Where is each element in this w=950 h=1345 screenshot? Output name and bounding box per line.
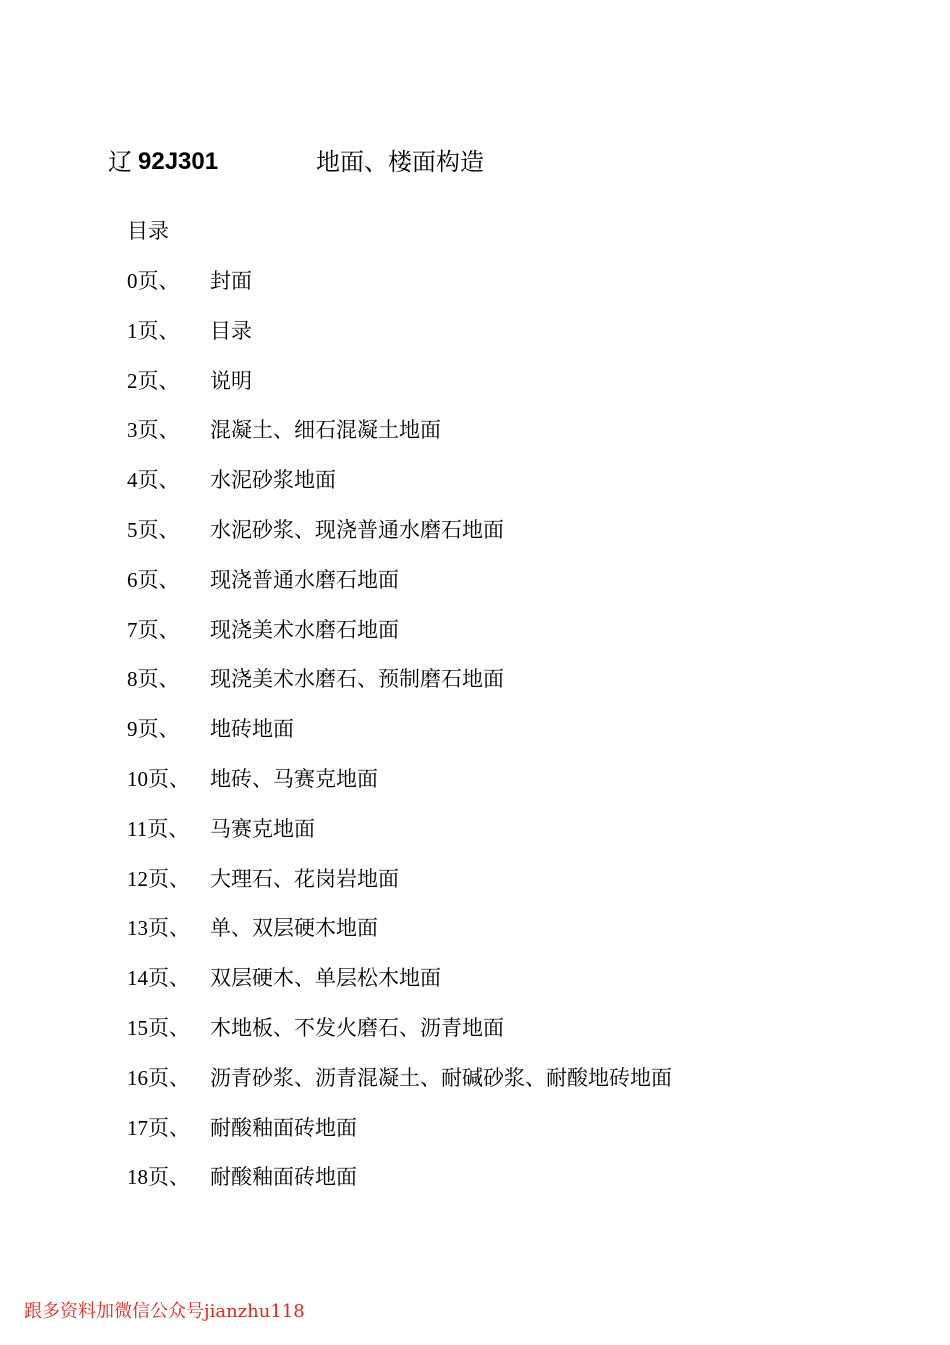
footer-promo-note: 跟多资料加微信公众号jianzhu118 <box>24 1301 305 1322</box>
toc-item-title: 现浇美术水磨石地面 <box>210 617 399 642</box>
toc-page-number: 6页、 <box>127 567 180 592</box>
toc-item-title: 地砖、马赛克地面 <box>210 766 378 791</box>
toc-page-number: 13页、 <box>127 916 190 941</box>
toc-item <box>127 814 887 864</box>
toc-item-title: 大理石、花岗岩地面 <box>210 866 399 891</box>
toc-page-number: 8页、 <box>127 667 180 692</box>
toc-item-title: 马赛克地面 <box>210 816 315 841</box>
toc-page-number: 11页、 <box>127 816 190 841</box>
document-header <box>108 144 708 180</box>
toc-page-number: 15页、 <box>127 1015 190 1040</box>
toc-item-title: 双层硬木、单层松木地面 <box>210 966 441 991</box>
toc-item <box>127 415 887 465</box>
toc-page-number: 12页、 <box>127 866 190 891</box>
toc-item <box>127 714 887 764</box>
document-title: 地面、楼面构造 <box>316 148 484 176</box>
toc-item-title: 单、双层硬木地面 <box>210 916 378 941</box>
toc-item <box>127 1013 887 1063</box>
toc-item <box>127 664 887 714</box>
toc-page-number: 7页、 <box>127 617 180 642</box>
toc-page-number: 16页、 <box>127 1065 190 1090</box>
toc-item <box>127 1063 887 1113</box>
toc-item <box>127 764 887 814</box>
toc-item-title: 现浇普通水磨石地面 <box>210 567 399 592</box>
toc-page-number: 2页、 <box>127 368 180 393</box>
toc-item-title: 地砖地面 <box>210 717 294 742</box>
toc-item-title: 耐酸釉面砖地面 <box>210 1115 357 1140</box>
toc-page-number: 3页、 <box>127 418 180 443</box>
toc-item <box>127 864 887 914</box>
toc-page-number: 4页、 <box>127 468 180 493</box>
toc-item-title: 封面 <box>210 269 252 293</box>
toc-page-number: 18页、 <box>127 1165 190 1190</box>
standard-code-prefix: 辽 <box>108 148 132 176</box>
toc-item <box>127 913 887 963</box>
toc-item-title: 目录 <box>210 318 252 343</box>
toc-item-title: 木地板、不发火磨石、沥青地面 <box>210 1015 504 1040</box>
toc-page-number: 10页、 <box>127 766 190 791</box>
toc-item-title: 水泥砂浆、现浇普通水磨石地面 <box>210 517 504 542</box>
toc-item-title: 水泥砂浆地面 <box>210 468 336 493</box>
toc-item-title: 混凝土、细石混凝土地面 <box>210 418 441 443</box>
toc-item <box>127 316 887 366</box>
toc-item-title: 说明 <box>210 368 252 393</box>
toc-page-number: 14页、 <box>127 966 190 991</box>
toc-page-number: 1页、 <box>127 318 180 343</box>
toc-item <box>127 366 887 416</box>
standard-code: 92J301 <box>138 148 219 175</box>
toc-heading: 目录 <box>127 219 169 243</box>
toc-item <box>127 615 887 665</box>
toc-list <box>127 266 887 1212</box>
toc-item-title: 现浇美术水磨石、预制磨石地面 <box>210 667 504 692</box>
toc-item <box>127 963 887 1013</box>
toc-page-number: 5页、 <box>127 517 180 542</box>
toc-item <box>127 266 887 316</box>
toc-item-title: 耐酸釉面砖地面 <box>210 1165 357 1190</box>
toc-item <box>127 1162 887 1212</box>
toc-page-number: 17页、 <box>127 1115 190 1140</box>
toc-page-number: 0页、 <box>127 269 180 293</box>
toc-item <box>127 515 887 565</box>
toc-item-title: 沥青砂浆、沥青混凝土、耐碱砂浆、耐酸地砖地面 <box>210 1065 672 1090</box>
toc-item <box>127 565 887 615</box>
toc-page-number: 9页、 <box>127 717 180 742</box>
toc-item <box>127 465 887 515</box>
toc-item <box>127 1113 887 1163</box>
